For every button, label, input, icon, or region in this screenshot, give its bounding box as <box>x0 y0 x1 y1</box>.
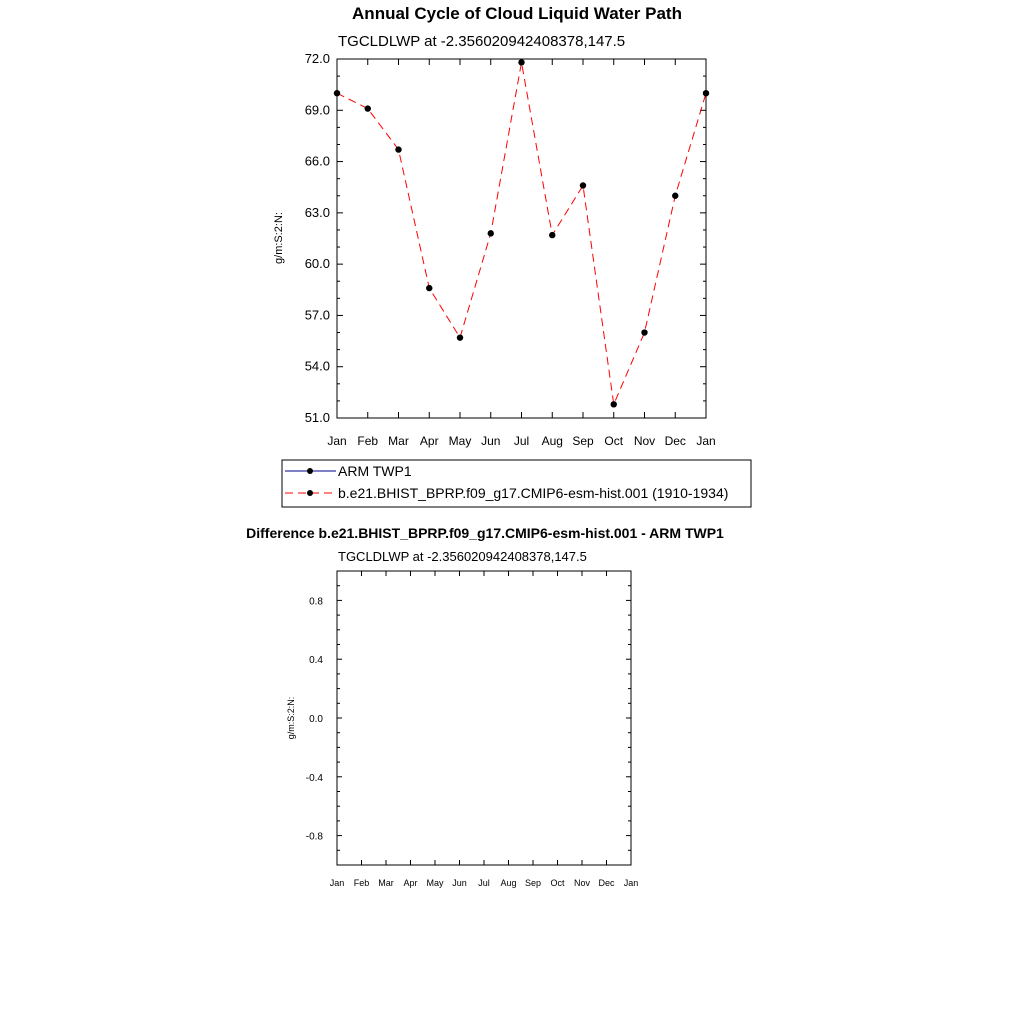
chart1-subtitle: TGCLDLWP at -2.356020942408378,147.5 <box>338 33 626 50</box>
chart1-data-point <box>611 401 617 407</box>
legend-marker-arm-twp1 <box>307 468 313 474</box>
chart1-xtick-label: Sep <box>572 434 594 448</box>
chart1-xtick-label: Jun <box>481 434 501 448</box>
chart2-ytick-label: 0.0 <box>309 714 323 725</box>
chart2-xtick-label: May <box>426 878 444 888</box>
chart2-xtick-label: Sep <box>524 878 542 888</box>
chart2-xtick-label: Jun <box>452 878 467 888</box>
chart1-xtick-label: Jan <box>696 434 716 448</box>
chart1-xtick-label: Jul <box>513 434 530 448</box>
chart2-subtitle: TGCLDLWP at -2.356020942408378,147.5 <box>338 549 587 564</box>
chart1-data-point <box>518 59 524 65</box>
chart1-data-point <box>488 230 494 236</box>
chart2-xtick-label: Aug <box>500 878 517 888</box>
chart2-y-ticks <box>306 571 631 850</box>
chart1-title: Annual Cycle of Cloud Liquid Water Path <box>352 4 682 23</box>
legend-label-arm-twp1: ARM TWP1 <box>338 463 412 479</box>
chart2-xtick-label: Oct <box>550 878 565 888</box>
chart1-ytick-label: 66.0 <box>304 153 330 169</box>
chart2-plot-frame <box>337 571 631 865</box>
chart1-xtick-label: Feb <box>357 434 379 448</box>
chart1-ytick-label: 57.0 <box>304 307 330 323</box>
chart1-data-point <box>580 182 586 188</box>
chart2-xtick-label: Feb <box>353 878 370 888</box>
chart2-ytick-label: 0.8 <box>309 596 323 608</box>
chart1-data-point <box>641 329 647 335</box>
chart2-xtick-label: Mar <box>378 878 394 888</box>
chart1-xtick-label: Oct <box>604 434 624 448</box>
chart1-ytick-label: 54.0 <box>304 358 330 374</box>
chart2-ytick-label: 0.4 <box>309 655 323 667</box>
chart1-series <box>334 59 709 407</box>
chart2-xtick-label: Jul <box>478 878 490 888</box>
chart2-y-axis-label: g/m:S:2:N: <box>286 696 296 740</box>
chart1-xtick-label: Dec <box>664 434 686 448</box>
chart1-y-axis-label: g/m:S:2:N: <box>273 212 285 264</box>
annual-cycle-chart <box>273 4 716 448</box>
chart1-xtick-label: May <box>448 434 472 448</box>
chart1-ytick-label: 72.0 <box>304 51 330 66</box>
legend-marker-model <box>307 490 313 496</box>
chart2-xtick-label: Jan <box>329 878 345 888</box>
chart1-data-point <box>457 334 463 340</box>
chart1-series-line <box>337 62 706 404</box>
chart1-plot-frame <box>337 59 706 418</box>
chart1-xtick-label: Aug <box>541 434 563 448</box>
chart1-data-point <box>703 90 709 96</box>
chart1-legend <box>282 460 751 507</box>
chart1-data-point <box>672 193 678 199</box>
chart2-xtick-label: Apr <box>403 878 418 888</box>
chart1-xtick-label: Mar <box>388 434 409 448</box>
chart2-ytick-label: -0.8 <box>305 831 323 843</box>
chart1-data-point <box>426 285 432 291</box>
chart1-data-point <box>395 146 401 152</box>
chart1-ytick-label: 63.0 <box>304 204 330 220</box>
chart1-x-ticks <box>327 59 715 448</box>
chart2-xtick-label: Dec <box>598 878 615 888</box>
chart1-ytick-label: 51.0 <box>304 410 330 425</box>
chart2-ytick-label: -0.4 <box>305 772 323 784</box>
chart2-title: Difference b.e21.BHIST_BPRP.f09_g17.CMIP6-esm-hist.001 - ARM TWP1 <box>246 525 724 541</box>
chart1-xtick-label: Jan <box>327 434 347 448</box>
chart1-xtick-label: Apr <box>419 434 439 448</box>
legend-label-model: b.e21.BHIST_BPRP.f09_g17.CMIP6-esm-hist.001 (1910-1934) <box>338 485 729 501</box>
chart1-data-point <box>549 232 555 238</box>
chart2-x-ticks <box>330 571 639 888</box>
chart2-xtick-label: Nov <box>573 878 591 888</box>
chart1-ytick-label: 60.0 <box>304 256 330 272</box>
chart1-data-point <box>334 90 340 96</box>
chart2-xtick-label: Jan <box>623 878 639 888</box>
chart1-ytick-label: 69.0 <box>304 102 330 118</box>
chart1-data-point <box>365 105 371 111</box>
chart1-xtick-label: Nov <box>633 434 656 448</box>
difference-chart <box>246 525 724 888</box>
